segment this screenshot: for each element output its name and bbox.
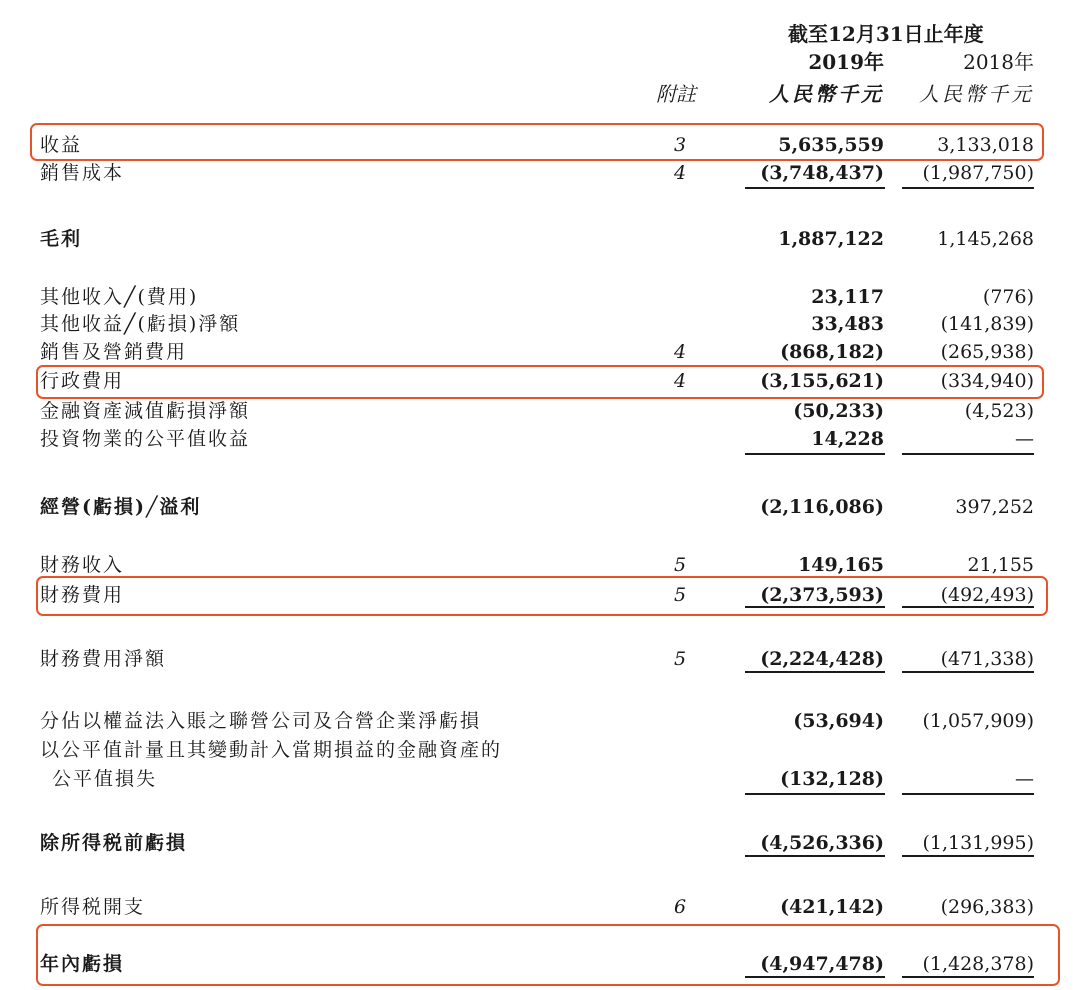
row-label: 銷售及營銷費用 [40, 341, 188, 363]
value-2018: (1,057,909) [922, 710, 1034, 732]
row-note: 6 [673, 896, 687, 918]
row-share-of-losses [0, 708, 1080, 734]
underline-2019 [745, 671, 885, 673]
currency-2018-header: 人民幣千元 [919, 82, 1034, 106]
value-2019: 149,165 [798, 554, 884, 576]
value-2019: (2,373,593) [760, 584, 884, 606]
value-2018: 3,133,018 [937, 134, 1034, 156]
underline-2018 [902, 187, 1034, 189]
row-label: 年內虧損 [40, 953, 125, 975]
row-note: 4 [673, 341, 687, 363]
value-2018: (296,383) [940, 896, 1034, 918]
value-2018: (4,523) [964, 400, 1034, 422]
row-impairment-losses [0, 398, 1080, 424]
highlight-box-revenue [30, 123, 1044, 161]
row-loss-before-tax [0, 830, 1080, 856]
row-label: 所得税開支 [40, 896, 146, 918]
row-label: 投資物業的公平值收益 [40, 428, 251, 450]
year-2018-header: 2018年 [963, 50, 1034, 74]
row-income-tax [0, 894, 1080, 920]
value-2018: (334,940) [940, 370, 1034, 392]
value-2018: (1,131,995) [922, 832, 1034, 854]
value-2019: 33,483 [811, 313, 884, 335]
value-2019: 14,228 [811, 428, 884, 450]
highlight-box-admin-expenses [36, 365, 1044, 399]
value-2019: 23,117 [811, 286, 884, 308]
row-label: 行政費用 [40, 370, 125, 392]
value-2019: (868,182) [780, 341, 884, 363]
highlight-box-loss-for-year [36, 924, 1060, 986]
value-2019: (50,233) [793, 400, 884, 422]
row-fvtpl-losses [0, 766, 1080, 792]
year-2019-header: 2019年 [808, 50, 884, 74]
row-label: 分佔以權益法入賬之聯營公司及合營企業淨虧損 [40, 710, 482, 732]
value-2019: (421,142) [780, 896, 884, 918]
row-label: 其他收益╱(虧損)淨額 [40, 313, 241, 335]
value-2018: (471,338) [940, 648, 1034, 670]
value-2019: (4,947,478) [760, 953, 884, 975]
row-label: 銷售成本 [40, 162, 125, 184]
row-note: 5 [673, 584, 687, 606]
row-net-finance-costs [0, 646, 1080, 672]
row-label: 經營(虧損)╱溢利 [40, 496, 202, 518]
row-other-gains [0, 311, 1080, 337]
underline-2018 [902, 671, 1034, 673]
value-2018: (1,987,750) [922, 162, 1034, 184]
row-finance-income [0, 552, 1080, 578]
underline-2019 [745, 453, 885, 455]
row-label: 收益 [40, 134, 83, 156]
value-2019: (3,748,437) [760, 162, 884, 184]
row-operating-result [0, 494, 1080, 520]
underline-2018 [902, 453, 1034, 455]
row-note: 3 [673, 134, 687, 156]
row-gross-profit [0, 226, 1080, 252]
currency-2019-header: 人民幣千元 [769, 82, 884, 106]
value-2019: (132,128) [780, 768, 884, 790]
row-label: 財務收入 [40, 554, 125, 576]
underline-2019 [745, 793, 885, 795]
highlight-box-finance-costs [36, 576, 1048, 616]
value-2019: (2,116,086) [760, 496, 884, 518]
underline-2018 [902, 855, 1034, 857]
note-column-header: 附註 [656, 82, 696, 106]
value-2018: (141,839) [940, 313, 1034, 335]
row-label: 毛利 [40, 228, 83, 250]
value-2019: (4,526,336) [760, 832, 884, 854]
row-note: 5 [673, 648, 687, 670]
value-2019: (2,224,428) [760, 648, 884, 670]
row-label: 財務費用淨額 [40, 648, 167, 670]
value-2018: 397,252 [955, 496, 1034, 518]
underline-2018 [902, 793, 1034, 795]
row-label: 金融資產減值虧損淨額 [40, 400, 251, 422]
row-label: 公平值損失 [52, 768, 158, 790]
row-note: 4 [673, 370, 687, 392]
value-2019: (3,155,621) [760, 370, 884, 392]
row-label: 財務費用 [40, 584, 125, 606]
row-selling-expenses [0, 339, 1080, 365]
underline-2019 [745, 855, 885, 857]
row-fvtpl-line1 [0, 737, 1080, 763]
row-other-income [0, 284, 1080, 310]
row-fair-value-gains [0, 426, 1080, 452]
value-2018: (776) [982, 286, 1034, 308]
value-2018: (265,938) [940, 341, 1034, 363]
value-2018: — [1015, 768, 1034, 790]
row-cost-of-sales [0, 160, 1080, 186]
row-label: 除所得税前虧損 [40, 832, 188, 854]
value-2018: 21,155 [967, 554, 1034, 576]
value-2018: — [1015, 428, 1034, 450]
row-label: 以公平值計量且其變動計入當期損益的金融資產的 [40, 739, 503, 761]
row-note: 5 [673, 554, 687, 576]
row-note: 4 [673, 162, 687, 184]
value-2019: 1,887,122 [778, 228, 884, 250]
value-2019: (53,694) [793, 710, 884, 732]
value-2018: (492,493) [940, 584, 1034, 606]
underline-2019 [745, 187, 885, 189]
row-label: 其他收入╱(費用) [40, 286, 199, 308]
value-2019: 5,635,559 [778, 134, 884, 156]
value-2018: 1,145,268 [937, 228, 1034, 250]
value-2018: (1,428,378) [922, 953, 1034, 975]
period-title: 截至12月31日止年度 [788, 22, 984, 46]
